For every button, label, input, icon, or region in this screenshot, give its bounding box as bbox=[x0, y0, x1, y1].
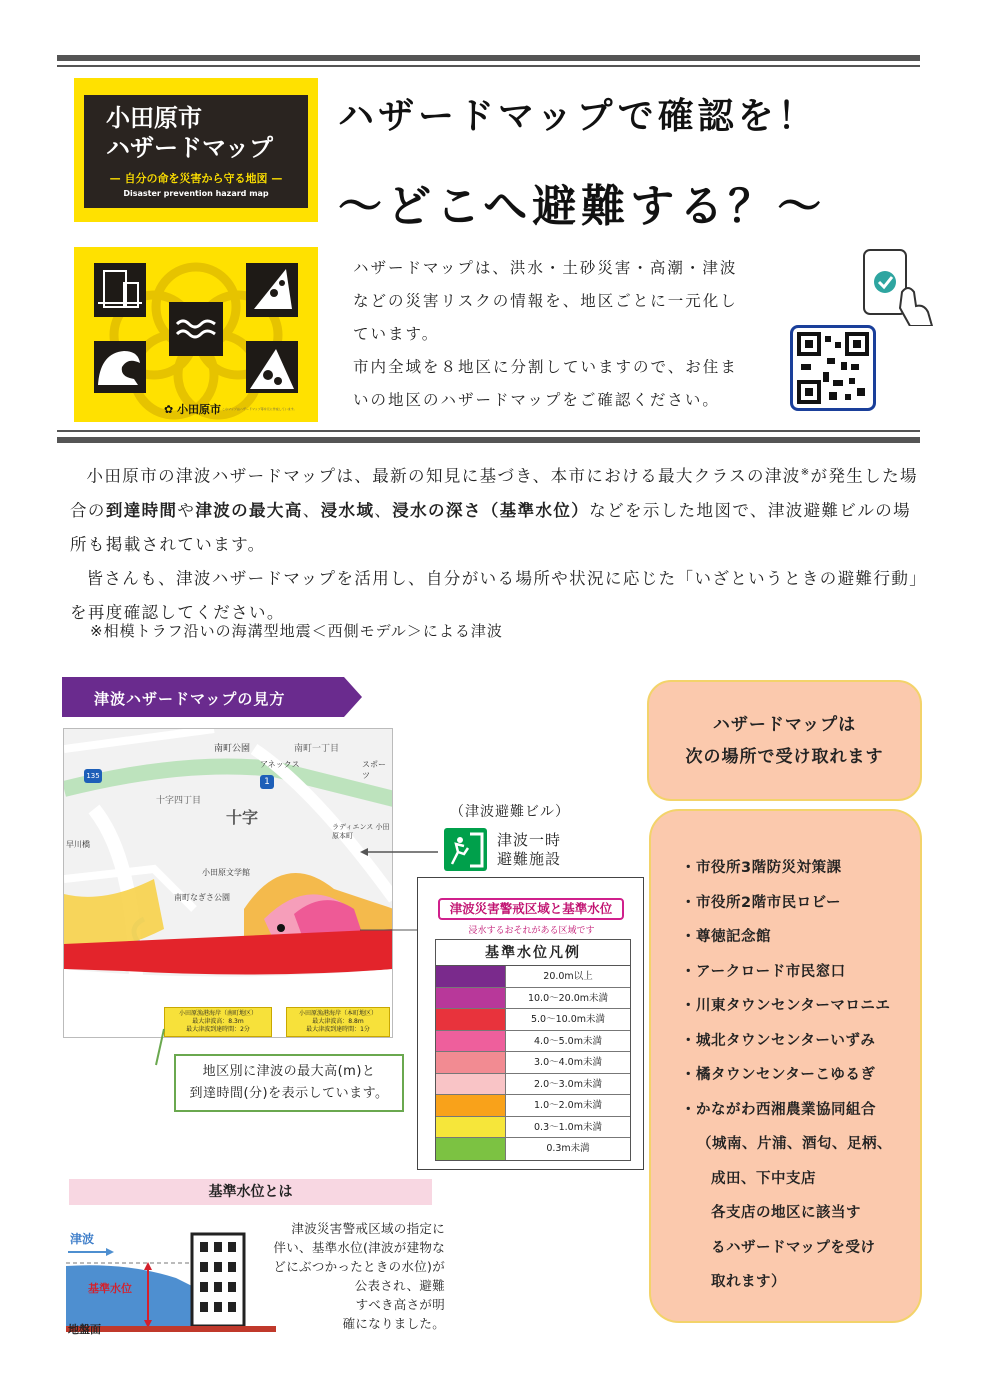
map-label-juji4: 十字四丁目 bbox=[156, 796, 202, 806]
map-label-minamicho-1: 南町一丁目 bbox=[294, 744, 340, 754]
legend-label: 4.0～5.0m未満 bbox=[534, 1035, 602, 1047]
pickup-location: ・橘タウンセンターこゆるぎ bbox=[681, 1067, 876, 1083]
legend-label: 2.0～3.0m未満 bbox=[534, 1078, 602, 1090]
tsunami-map-sample bbox=[63, 728, 393, 1038]
evac-line1: 津波一時 bbox=[497, 831, 562, 849]
pickup-branch-note: るハザードマップを受け bbox=[711, 1239, 876, 1256]
headline-line2: ～どこへ避難する？～ bbox=[338, 181, 827, 232]
body-p1-e: 、 bbox=[374, 500, 393, 520]
legend-row bbox=[436, 1074, 630, 1096]
pickup-branch-note: 各支店の地区に該当す bbox=[711, 1205, 861, 1221]
legend-row bbox=[436, 1052, 630, 1074]
baseline-text-line: 公表され、避難 bbox=[354, 1278, 445, 1293]
legend-swatch bbox=[436, 1095, 506, 1116]
legend-row bbox=[436, 988, 630, 1010]
intro-text bbox=[353, 252, 783, 417]
cover-tiny-note: このマップはハザードマップ等を元に作成しています。 bbox=[222, 407, 297, 411]
city-logo bbox=[164, 401, 221, 417]
cover-subtitle: — 自分の命を災害から守る地図 — bbox=[109, 172, 283, 185]
legend-label: 20.0m以上 bbox=[543, 971, 593, 982]
headline-line1: ハザードマップで確認を！ bbox=[338, 96, 818, 137]
pickup-location: ・城北タウンセンターいずみ bbox=[681, 1032, 876, 1049]
intro-line: ています。 bbox=[353, 325, 440, 343]
legend-table bbox=[435, 939, 631, 1161]
disaster-icons-graphic bbox=[74, 247, 318, 422]
body-paragraph-1 bbox=[70, 456, 920, 562]
tsunami-wave-icon bbox=[94, 341, 146, 393]
legend-label: 0.3m未満 bbox=[546, 1143, 590, 1154]
map-label-juji: 十字 bbox=[226, 808, 259, 827]
baseline-ground-label: 地盤面 bbox=[68, 1323, 101, 1336]
legend-row bbox=[436, 1138, 630, 1160]
legend-swatch bbox=[436, 1009, 506, 1030]
legend-label: 5.0～10.0m未満 bbox=[530, 1014, 605, 1025]
pickup-location: ・アークロード市民窓口 bbox=[681, 963, 846, 980]
map-label-hayakawa: 早川橋 bbox=[66, 840, 90, 849]
section-banner-text: 津波ハザードマップの見方 bbox=[94, 690, 286, 708]
legend-label: 0.3～1.0m未満 bbox=[534, 1121, 602, 1133]
body-bold-arrival: 到達時間 bbox=[105, 500, 178, 520]
legend-header: 基準水位凡例 bbox=[436, 940, 630, 966]
legend-swatch bbox=[436, 988, 506, 1009]
map-label-nagisa-park: 南町なぎさ公園 bbox=[174, 893, 230, 902]
intro-line: いの地区のハザードマップをご確認ください。 bbox=[353, 391, 720, 409]
city-logo-text: 小田原市 bbox=[177, 403, 222, 416]
baseline-text-line: 確になりました。 bbox=[342, 1316, 445, 1331]
baseline-text-line: すべき高さが明 bbox=[355, 1297, 445, 1312]
cover-english: Disaster prevention hazard map bbox=[123, 189, 269, 198]
map-callout bbox=[174, 1054, 404, 1112]
map-label-minamicho-park: 南町公園 bbox=[214, 744, 251, 754]
baseline-level-label: 基準水位 bbox=[88, 1282, 132, 1295]
mid-rule-thick bbox=[57, 437, 920, 443]
pickup-location: ・市役所2階市民ロビー bbox=[681, 894, 842, 911]
pickup-branch-note: （城南、片浦、酒匂、足柄、 bbox=[697, 1136, 892, 1152]
landslide-icon bbox=[246, 263, 298, 317]
intro-line: などの災害リスクの情報を、地区ごとに一元化し bbox=[353, 292, 738, 310]
legend-title: 津波災害警戒区域と基準水位 bbox=[438, 898, 624, 920]
cover-title-line1: 小田原市 bbox=[106, 104, 202, 132]
cover-title-line2: ハザードマップ bbox=[106, 134, 274, 162]
water-level-legend bbox=[417, 877, 644, 1170]
map-label-annex: アネックス bbox=[260, 760, 300, 769]
evacuation-building-icon bbox=[444, 828, 487, 871]
pickup-locations-panel bbox=[649, 809, 922, 1323]
baseline-title: 基準水位とは bbox=[69, 1179, 432, 1205]
legend-swatch bbox=[436, 1052, 506, 1073]
legend-swatch bbox=[436, 1117, 506, 1138]
body-text bbox=[70, 456, 920, 630]
mid-rule-thin bbox=[57, 430, 920, 432]
legend-swatch bbox=[436, 1074, 506, 1095]
map-label-sports: スポーツ bbox=[362, 760, 386, 780]
legend-swatch bbox=[436, 1031, 506, 1052]
top-rule-thin bbox=[57, 65, 920, 67]
hazard-map-cover bbox=[74, 78, 318, 222]
pickup-locations-list bbox=[681, 851, 921, 1300]
legend-row bbox=[436, 1117, 630, 1139]
evac-building-label: （津波避難ビル） bbox=[450, 804, 570, 820]
body-bold-area: 浸水域 bbox=[320, 500, 375, 520]
legend-row bbox=[436, 1009, 630, 1031]
map-route-1: 1 bbox=[260, 775, 274, 789]
pickup-location: ・かながわ西湘農業協同組合 bbox=[681, 1101, 876, 1118]
baseline-description bbox=[265, 1219, 445, 1333]
body-p1-mark: ※ bbox=[800, 467, 811, 478]
legend-subtitle: 浸水するおそれがある区域です bbox=[468, 926, 595, 936]
evac-facility-text bbox=[497, 831, 561, 869]
pickup-location: ・川東タウンセンターマロニエ bbox=[681, 998, 891, 1014]
legend-swatch bbox=[436, 1138, 506, 1160]
water-icon bbox=[169, 302, 223, 356]
baseline-text-line: 伴い、基準水位(津波が建物な bbox=[273, 1240, 445, 1255]
pickup-branch-note: 取れます） bbox=[711, 1274, 786, 1290]
legend-swatch bbox=[436, 966, 506, 987]
map-label-ritz: ラディエンス 小田原本町 bbox=[332, 823, 390, 840]
evac-line2: 避難施設 bbox=[497, 850, 562, 868]
pickup-location: ・尊徳記念館 bbox=[681, 929, 771, 945]
legend-row bbox=[436, 1095, 630, 1117]
body-footnote: ※相模トラフ沿いの海溝型地震＜西側モデル＞による津波 bbox=[90, 622, 503, 640]
rockfall-icon bbox=[246, 341, 298, 393]
body-bold-depth: 浸水の深さ（基準水位） bbox=[392, 500, 590, 520]
top-rule-thick bbox=[57, 55, 920, 61]
baseline-text-line: どにぶつかったときの水位)が bbox=[273, 1259, 445, 1274]
section-banner bbox=[62, 677, 362, 717]
map-info-box-right: 小田原漁港海岸（本町地区） 最大津波高：8.8m 最大津波到達時間：1分 bbox=[286, 1007, 390, 1037]
callout-line1: 地区別に津波の最大高(m)と bbox=[202, 1064, 376, 1079]
legend-row bbox=[436, 1031, 630, 1053]
pickup-heading-panel bbox=[647, 680, 922, 801]
smartphone-tap-icon bbox=[862, 246, 946, 326]
pickup-branch-note: 成田、下中支店 bbox=[711, 1170, 816, 1187]
map-info-box-left: 小田原漁港海岸（南町地区） 最大津波高：8.3m 最大津波到達時間：2分 bbox=[164, 1007, 272, 1037]
legend-row bbox=[436, 966, 630, 988]
body-p1-a: 小田原市の津波ハザードマップは、最新の知見に基づき、本市における最大クラスの津波 bbox=[86, 466, 801, 486]
body-p1-b: が発生した場合の bbox=[70, 466, 918, 520]
callout-line2: 到達時間(分)を表示しています。 bbox=[189, 1086, 389, 1101]
map-route-135: 135 bbox=[84, 769, 102, 783]
intro-line: 市内全域を８地区に分割していますので、お住ま bbox=[353, 358, 738, 376]
baseline-tsunami-label: 津波 bbox=[70, 1232, 95, 1246]
body-bold-height: 津波の最大高 bbox=[195, 500, 303, 520]
body-p1-d: 、 bbox=[302, 500, 321, 520]
legend-rows bbox=[436, 966, 630, 1160]
body-p1-f: などを示した地図で、津波避難ビルの場所も掲載されています。 bbox=[70, 500, 912, 554]
qr-code[interactable] bbox=[790, 325, 876, 411]
body-p1-c: や bbox=[177, 500, 196, 520]
city-logo-mark-icon: ✿ bbox=[164, 403, 174, 416]
baseline-text-line: 津波災害警戒区域の指定に bbox=[291, 1221, 445, 1236]
flood-building-icon bbox=[94, 263, 146, 317]
pickup-heading-line1: ハザードマップは bbox=[712, 715, 857, 735]
intro-line: ハザードマップは、洪水・土砂災害・高潮・津波 bbox=[353, 259, 738, 277]
legend-label: 3.0～4.0m未満 bbox=[534, 1057, 602, 1068]
map-label-bungakukan: 小田原文学館 bbox=[202, 868, 250, 877]
body-paragraph-2: 皆さんも、津波ハザードマップを活用し、自分がいる場所や状況に応じた「いざというときの避難行動」を再度確認してください。 bbox=[70, 568, 919, 622]
pickup-heading-line2: 次の場所で受け取れます bbox=[685, 747, 884, 767]
baseline-diagram bbox=[66, 1218, 276, 1338]
pickup-location: ・市役所3階防災対策課 bbox=[681, 860, 842, 876]
legend-label: 1.0～2.0m未満 bbox=[534, 1100, 602, 1111]
legend-label: 10.0～20.0m未満 bbox=[527, 992, 609, 1004]
